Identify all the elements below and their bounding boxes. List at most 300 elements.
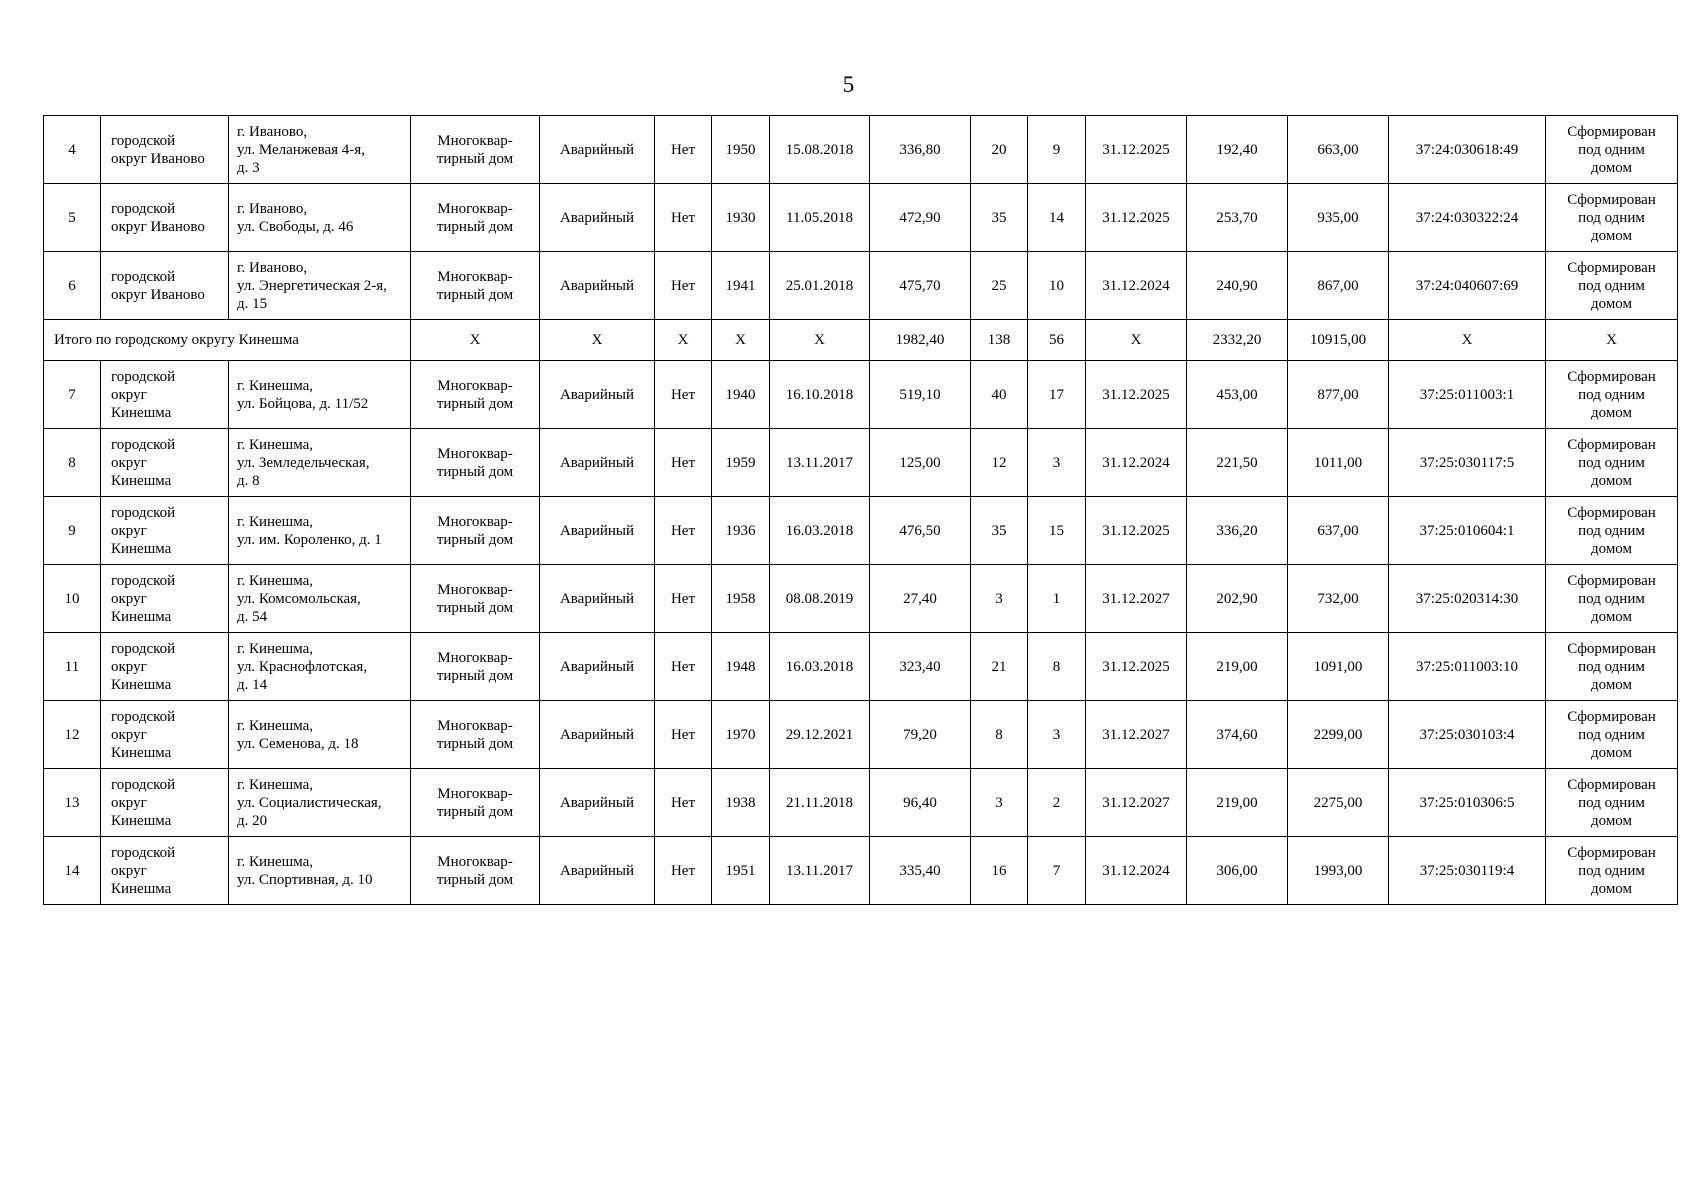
land-status-line: домом	[1590, 404, 1633, 421]
land-status-line: под одним	[1578, 141, 1645, 158]
row-number-cell: 11	[44, 633, 101, 701]
heritage-cell: Нет	[655, 497, 712, 565]
condition-cell: Аварийный	[540, 184, 655, 252]
land-area-cell: 306,00	[1187, 837, 1288, 905]
land-status-line: домом	[1590, 540, 1633, 557]
recognition-date-cell: 16.10.2018	[770, 361, 870, 429]
premises-cell: 14	[1028, 184, 1086, 252]
municipality-line: городской	[111, 368, 176, 385]
house-type-cell	[411, 497, 540, 565]
house-type-cell: Х	[411, 320, 540, 361]
address-cell	[229, 497, 411, 565]
deadline-cell: 31.12.2024	[1086, 429, 1187, 497]
house-type-line: Многоквар-	[437, 377, 513, 394]
municipality-cell	[101, 184, 229, 252]
address-line: д. 14	[237, 676, 268, 693]
cadastral-cell: 37:25:020314:30	[1389, 565, 1546, 633]
year-cell: 1959	[712, 429, 770, 497]
land-area2-cell: 10915,00	[1288, 320, 1389, 361]
cadastral-cell: 37:24:040607:69	[1389, 252, 1546, 320]
municipality-line: городской	[111, 640, 176, 657]
address-line: д. 20	[237, 812, 268, 829]
residents-cell: 25	[971, 252, 1028, 320]
address-line: ул. Свободы, д. 46	[237, 218, 354, 235]
land-area2-cell: 732,00	[1288, 565, 1389, 633]
row-number-cell: 10	[44, 565, 101, 633]
municipality-cell	[101, 701, 229, 769]
recognition-date-cell: 29.12.2021	[770, 701, 870, 769]
residents-cell: 35	[971, 497, 1028, 565]
residents-cell: 16	[971, 837, 1028, 905]
land-status-line: домом	[1590, 676, 1633, 693]
recognition-date-cell: 21.11.2018	[770, 769, 870, 837]
land-status-line: под одним	[1578, 454, 1645, 471]
municipality-line: городской	[111, 436, 176, 453]
address-cell	[229, 252, 411, 320]
heritage-cell: Х	[655, 320, 712, 361]
premises-cell: 17	[1028, 361, 1086, 429]
address-cell	[229, 184, 411, 252]
municipality-line: городской	[111, 132, 176, 149]
heritage-cell: Нет	[655, 252, 712, 320]
land-status-cell	[1546, 497, 1678, 565]
area-cell: 476,50	[870, 497, 971, 565]
condition-cell: Аварийный	[540, 361, 655, 429]
deadline-cell: 31.12.2025	[1086, 633, 1187, 701]
table-row	[44, 497, 1678, 565]
condition-cell: Аварийный	[540, 429, 655, 497]
table-row	[44, 701, 1678, 769]
land-status-line: домом	[1590, 812, 1633, 829]
land-area2-cell: 637,00	[1288, 497, 1389, 565]
municipality-cell	[101, 252, 229, 320]
year-cell: 1948	[712, 633, 770, 701]
land-status-line: Сформирован	[1567, 776, 1656, 793]
land-status-line: под одним	[1578, 277, 1645, 294]
municipality-line: округ	[111, 658, 147, 675]
cadastral-cell: 37:25:010604:1	[1389, 497, 1546, 565]
land-status-line: домом	[1590, 744, 1633, 761]
land-status-line: домом	[1590, 159, 1633, 176]
address-line: ул. им. Короленко, д. 1	[237, 531, 382, 548]
address-cell	[229, 361, 411, 429]
address-line: г. Кинешма,	[237, 640, 314, 657]
land-status-cell	[1546, 429, 1678, 497]
land-area2-cell: 1993,00	[1288, 837, 1389, 905]
house-type-line: Многоквар-	[437, 513, 513, 530]
municipality-line: округ	[111, 522, 147, 539]
municipality-cell	[101, 116, 229, 184]
municipality-cell	[101, 633, 229, 701]
residents-cell: 138	[971, 320, 1028, 361]
premises-cell: 3	[1028, 701, 1086, 769]
row-number-cell: 13	[44, 769, 101, 837]
municipality-line: округ	[111, 794, 147, 811]
total-label: Итого по городскому округу Кинешма	[44, 320, 411, 361]
table-row	[44, 633, 1678, 701]
row-number-cell: 9	[44, 497, 101, 565]
land-area-cell: 253,70	[1187, 184, 1288, 252]
house-type-line: Многоквар-	[437, 853, 513, 870]
area-cell: 79,20	[870, 701, 971, 769]
area-cell: 336,80	[870, 116, 971, 184]
address-line: д. 54	[237, 608, 268, 625]
table-row	[44, 565, 1678, 633]
recognition-date-cell: 08.08.2019	[770, 565, 870, 633]
municipality-cell	[101, 361, 229, 429]
emergency-housing-table	[43, 115, 1678, 905]
address-cell	[229, 429, 411, 497]
municipality-line: городской	[111, 776, 176, 793]
row-number-cell: 14	[44, 837, 101, 905]
land-area2-cell: 663,00	[1288, 116, 1389, 184]
house-type-line: тирный дом	[436, 735, 514, 752]
table-row	[44, 252, 1678, 320]
land-status-line: под одним	[1578, 726, 1645, 743]
condition-cell: Аварийный	[540, 497, 655, 565]
table-row	[44, 429, 1678, 497]
row-number-cell: 5	[44, 184, 101, 252]
municipality-line: округ Иваново	[111, 218, 205, 235]
cadastral-cell: 37:25:030103:4	[1389, 701, 1546, 769]
house-type-line: Многоквар-	[437, 268, 513, 285]
house-type-line: тирный дом	[436, 531, 514, 548]
municipality-line: городской	[111, 504, 176, 521]
address-cell	[229, 769, 411, 837]
house-type-cell	[411, 701, 540, 769]
residents-cell: 3	[971, 565, 1028, 633]
address-line: ул. Меланжевая 4-я,	[237, 141, 365, 158]
municipality-line: Кинешма	[111, 880, 172, 897]
municipality-line: городской	[111, 708, 176, 725]
land-area-cell: 2332,20	[1187, 320, 1288, 361]
land-area2-cell: 935,00	[1288, 184, 1389, 252]
land-status-cell	[1546, 837, 1678, 905]
premises-cell: 2	[1028, 769, 1086, 837]
land-status-line: Сформирован	[1567, 191, 1656, 208]
address-line: г. Кинешма,	[237, 776, 314, 793]
municipality-line: Кинешма	[111, 540, 172, 557]
municipality-line: округ	[111, 386, 147, 403]
recognition-date-cell: Х	[770, 320, 870, 361]
recognition-date-cell: 13.11.2017	[770, 429, 870, 497]
municipality-line: округ	[111, 862, 147, 879]
premises-cell: 1	[1028, 565, 1086, 633]
address-line: ул. Социалистическая,	[237, 794, 382, 811]
address-line: д. 3	[237, 159, 260, 176]
land-status-line: Сформирован	[1567, 436, 1656, 453]
house-type-line: тирный дом	[436, 463, 514, 480]
municipality-line: городской	[111, 572, 176, 589]
land-status-cell	[1546, 565, 1678, 633]
heritage-cell: Нет	[655, 184, 712, 252]
residents-cell: 12	[971, 429, 1028, 497]
page-number: 5	[842, 72, 855, 97]
year-cell: 1970	[712, 701, 770, 769]
house-type-cell	[411, 184, 540, 252]
premises-cell: 3	[1028, 429, 1086, 497]
deadline-cell: 31.12.2025	[1086, 116, 1187, 184]
address-line: ул. Земледельческая,	[237, 454, 370, 471]
house-type-line: Многоквар-	[437, 649, 513, 666]
address-cell	[229, 116, 411, 184]
condition-cell: Аварийный	[540, 837, 655, 905]
land-area-cell: 192,40	[1187, 116, 1288, 184]
heritage-cell: Нет	[655, 633, 712, 701]
row-number-cell: 6	[44, 252, 101, 320]
land-area-cell: 202,90	[1187, 565, 1288, 633]
municipality-line: Кинешма	[111, 812, 172, 829]
house-type-line: тирный дом	[436, 803, 514, 820]
house-type-cell	[411, 633, 540, 701]
house-type-line: Многоквар-	[437, 445, 513, 462]
house-type-line: Многоквар-	[437, 200, 513, 217]
land-status-line: под одним	[1578, 522, 1645, 539]
municipality-line: Кинешма	[111, 744, 172, 761]
premises-cell: 9	[1028, 116, 1086, 184]
municipality-line: городской	[111, 200, 176, 217]
address-line: ул. Краснофлотская,	[237, 658, 368, 675]
year-cell: 1951	[712, 837, 770, 905]
municipality-line: Кинешма	[111, 472, 172, 489]
land-status-line: Сформирован	[1567, 708, 1656, 725]
deadline-cell: 31.12.2024	[1086, 837, 1187, 905]
residents-cell: 35	[971, 184, 1028, 252]
area-cell: 519,10	[870, 361, 971, 429]
deadline-cell: Х	[1086, 320, 1187, 361]
address-line: ул. Спортивная, д. 10	[237, 871, 373, 888]
year-cell: 1950	[712, 116, 770, 184]
row-number-cell: 12	[44, 701, 101, 769]
area-cell: 323,40	[870, 633, 971, 701]
land-status-line: домом	[1590, 608, 1633, 625]
house-type-line: тирный дом	[436, 667, 514, 684]
year-cell: 1958	[712, 565, 770, 633]
land-status-cell	[1546, 633, 1678, 701]
deadline-cell: 31.12.2025	[1086, 497, 1187, 565]
land-status-line: под одним	[1578, 590, 1645, 607]
house-type-cell	[411, 252, 540, 320]
land-status-line: под одним	[1578, 209, 1645, 226]
house-type-line: тирный дом	[436, 286, 514, 303]
table-row	[44, 361, 1678, 429]
land-area2-cell: 1091,00	[1288, 633, 1389, 701]
house-type-cell	[411, 769, 540, 837]
recognition-date-cell: 25.01.2018	[770, 252, 870, 320]
area-cell: 27,40	[870, 565, 971, 633]
house-type-cell	[411, 361, 540, 429]
house-type-line: Многоквар-	[437, 581, 513, 598]
heritage-cell: Нет	[655, 769, 712, 837]
address-line: д. 8	[237, 472, 260, 489]
land-status-line: Сформирован	[1567, 640, 1656, 657]
address-cell	[229, 837, 411, 905]
address-line: г. Иваново,	[237, 200, 308, 217]
premises-cell: 8	[1028, 633, 1086, 701]
address-line: г. Иваново,	[237, 123, 308, 140]
cadastral-cell: 37:25:011003:1	[1389, 361, 1546, 429]
land-status-cell	[1546, 361, 1678, 429]
table-row	[44, 116, 1678, 184]
house-type-line: тирный дом	[436, 218, 514, 235]
land-status-cell: Х	[1546, 320, 1678, 361]
year-cell: Х	[712, 320, 770, 361]
area-cell: 472,90	[870, 184, 971, 252]
land-status-line: Сформирован	[1567, 504, 1656, 521]
address-line: г. Кинешма,	[237, 717, 314, 734]
residents-cell: 40	[971, 361, 1028, 429]
table-row	[44, 769, 1678, 837]
address-cell	[229, 701, 411, 769]
residents-cell: 3	[971, 769, 1028, 837]
deadline-cell: 31.12.2027	[1086, 769, 1187, 837]
cadastral-cell: 37:25:011003:10	[1389, 633, 1546, 701]
house-type-cell	[411, 837, 540, 905]
land-status-line: Сформирован	[1567, 259, 1656, 276]
area-cell: 125,00	[870, 429, 971, 497]
condition-cell: Аварийный	[540, 252, 655, 320]
cadastral-cell: 37:25:010306:5	[1389, 769, 1546, 837]
land-status-line: Сформирован	[1567, 572, 1656, 589]
land-area-cell: 453,00	[1187, 361, 1288, 429]
deadline-cell: 31.12.2027	[1086, 701, 1187, 769]
year-cell: 1936	[712, 497, 770, 565]
municipality-line: округ	[111, 726, 147, 743]
cadastral-cell: 37:24:030322:24	[1389, 184, 1546, 252]
year-cell: 1938	[712, 769, 770, 837]
cadastral-cell: 37:25:030119:4	[1389, 837, 1546, 905]
municipality-line: округ Иваново	[111, 286, 205, 303]
residents-cell: 21	[971, 633, 1028, 701]
land-area-cell: 219,00	[1187, 633, 1288, 701]
year-cell: 1940	[712, 361, 770, 429]
land-area2-cell: 867,00	[1288, 252, 1389, 320]
land-status-line: под одним	[1578, 658, 1645, 675]
municipality-line: городской	[111, 844, 176, 861]
condition-cell: Аварийный	[540, 701, 655, 769]
row-number-cell: 8	[44, 429, 101, 497]
area-cell: 335,40	[870, 837, 971, 905]
land-status-line: домом	[1590, 295, 1633, 312]
heritage-cell: Нет	[655, 701, 712, 769]
year-cell: 1930	[712, 184, 770, 252]
house-type-line: тирный дом	[436, 395, 514, 412]
address-cell	[229, 565, 411, 633]
address-line: д. 15	[237, 295, 268, 312]
house-type-cell	[411, 429, 540, 497]
land-status-cell	[1546, 769, 1678, 837]
heritage-cell: Нет	[655, 429, 712, 497]
address-line: ул. Комсомольская,	[237, 590, 361, 607]
land-area2-cell: 2299,00	[1288, 701, 1389, 769]
land-status-line: домом	[1590, 472, 1633, 489]
land-status-cell	[1546, 701, 1678, 769]
heritage-cell: Нет	[655, 361, 712, 429]
cadastral-cell: Х	[1389, 320, 1546, 361]
recognition-date-cell: 11.05.2018	[770, 184, 870, 252]
house-type-line: тирный дом	[436, 150, 514, 167]
land-area-cell: 336,20	[1187, 497, 1288, 565]
municipality-line: Кинешма	[111, 676, 172, 693]
heritage-cell: Нет	[655, 837, 712, 905]
land-area-cell: 374,60	[1187, 701, 1288, 769]
municipality-line: округ	[111, 454, 147, 471]
condition-cell: Аварийный	[540, 633, 655, 701]
recognition-date-cell: 15.08.2018	[770, 116, 870, 184]
address-line: ул. Бойцова, д. 11/52	[237, 395, 369, 412]
address-cell	[229, 633, 411, 701]
area-cell: 96,40	[870, 769, 971, 837]
premises-cell: 56	[1028, 320, 1086, 361]
deadline-cell: 31.12.2025	[1086, 184, 1187, 252]
land-status-line: Сформирован	[1567, 368, 1656, 385]
land-area-cell: 219,00	[1187, 769, 1288, 837]
residents-cell: 8	[971, 701, 1028, 769]
row-number-cell: 7	[44, 361, 101, 429]
address-line: г. Кинешма,	[237, 853, 314, 870]
land-status-cell	[1546, 252, 1678, 320]
condition-cell: Аварийный	[540, 116, 655, 184]
deadline-cell: 31.12.2027	[1086, 565, 1187, 633]
recognition-date-cell: 16.03.2018	[770, 633, 870, 701]
municipality-cell	[101, 565, 229, 633]
deadline-cell: 31.12.2025	[1086, 361, 1187, 429]
address-line: г. Кинешма,	[237, 377, 314, 394]
table-body	[44, 116, 1678, 905]
land-area-cell: 240,90	[1187, 252, 1288, 320]
row-number-cell: 4	[44, 116, 101, 184]
recognition-date-cell: 16.03.2018	[770, 497, 870, 565]
address-line: ул. Энергетическая 2-я,	[237, 277, 387, 294]
table-row	[44, 184, 1678, 252]
address-line: г. Кинешма,	[237, 572, 314, 589]
table-row	[44, 837, 1678, 905]
residents-cell: 20	[971, 116, 1028, 184]
house-type-line: тирный дом	[436, 599, 514, 616]
land-area2-cell: 2275,00	[1288, 769, 1389, 837]
total-row	[44, 320, 1678, 361]
land-area2-cell: 1011,00	[1288, 429, 1389, 497]
house-type-cell	[411, 116, 540, 184]
municipality-cell	[101, 769, 229, 837]
land-area2-cell: 877,00	[1288, 361, 1389, 429]
land-status-line: под одним	[1578, 794, 1645, 811]
year-cell: 1941	[712, 252, 770, 320]
land-status-line: Сформирован	[1567, 844, 1656, 861]
heritage-cell: Нет	[655, 116, 712, 184]
land-area-cell: 221,50	[1187, 429, 1288, 497]
municipality-cell	[101, 429, 229, 497]
house-type-line: Многоквар-	[437, 132, 513, 149]
heritage-cell: Нет	[655, 565, 712, 633]
premises-cell: 15	[1028, 497, 1086, 565]
recognition-date-cell: 13.11.2017	[770, 837, 870, 905]
area-cell: 1982,40	[870, 320, 971, 361]
address-line: г. Иваново,	[237, 259, 308, 276]
municipality-line: Кинешма	[111, 404, 172, 421]
address-line: г. Кинешма,	[237, 513, 314, 530]
address-line: ул. Семенова, д. 18	[237, 735, 359, 752]
condition-cell: Аварийный	[540, 769, 655, 837]
house-type-line: Многоквар-	[437, 785, 513, 802]
condition-cell: Аварийный	[540, 565, 655, 633]
land-status-line: Сформирован	[1567, 123, 1656, 140]
area-cell: 475,70	[870, 252, 971, 320]
municipality-line: Кинешма	[111, 608, 172, 625]
house-type-line: тирный дом	[436, 871, 514, 888]
land-status-cell	[1546, 116, 1678, 184]
municipality-line: городской	[111, 268, 176, 285]
